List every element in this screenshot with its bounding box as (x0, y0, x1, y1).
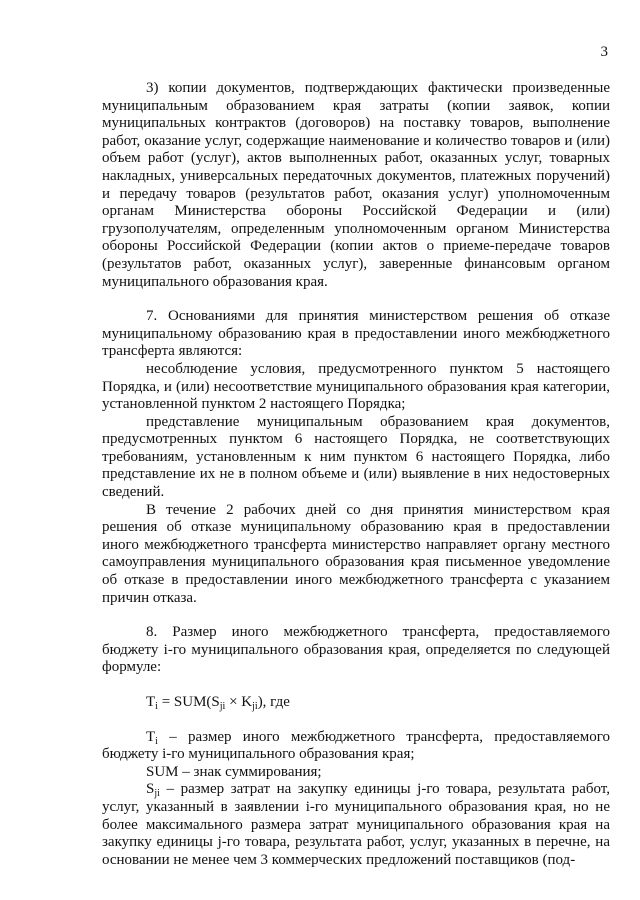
paragraph-item-3: 3) копии документов, подтверждающих фактически произведенные муниципальным образованием края затраты (копии заявок, копии муниципальных контрактов (договоров) на поставку товаров, выполнение работ, оказание услуг, содержащие наименование и количество товаров и (или) объем работ (услуг), актов выполненных работ, оказанных услуг, товарных накладных, универсальных передаточных документов, платежных поручений) и передачу товаров (результатов работ, оказания услуг) уполномоченным органам Министерства обороны Российской Федерации и (или) грузополучателям, определенным уполномоченным органом Министерства обороны Российской Федерации (копии актов о приеме-передаче товаров (результатов работ, оказанных услуг), заверенные финансовым органом муниципального образования края. (102, 80, 610, 290)
page-number: 3 (600, 44, 608, 60)
definition-sum: SUM – знак суммирования; (146, 763, 322, 780)
paragraph-reason-2: представление муниципальным образованием края документов, предусмотренных пунктом 6 настоящего Порядка, не соответствующих требованиям, установленным к ним пунктом 6 настоящего Порядка, либо представление их не в полном объеме и (или) выявление в них недостоверных сведений. (102, 413, 610, 501)
paragraph-notice-term: В течение 2 рабочих дней со дня принятия министерством края решения об отказе муниципальному образованию края в предоставлении иного межбюджетного трансферта министерство направляет органу местного самоуправления муниципального образования края письменное уведомление об отказе в предоставлении иного межбюджетного трансферта с указанием причин отказа. (102, 501, 610, 606)
formula: $T_i = SUM(S_{ji} \times K_{ji})$, где (146, 694, 290, 712)
definition-t: $T_i$ – размер иного межбюджетного трансферта, предоставляемого бюджету i-го муниципального образования края; (102, 728, 610, 763)
definition-s: $S_{ji}$ – размер затрат на закупку единицы j-го товара, результата работ, услуг, указанный в заявлении i-го муниципального образования края, но не более максимального размера затрат муниципального образования края на закупку единицы j-го товара, результата работ, услуг, указанных в перечне, на основании не менее чем 3 коммерческих предложений поставщиков (под- (102, 781, 610, 868)
document-body (102, 80, 610, 869)
paragraph-section-8: 8. Размер иного межбюджетного трансферта, предоставляемого бюджету i-го муниципального образования края, определяется по следующей формуле: (102, 624, 610, 676)
paragraph-reason-1: несоблюдение условия, предусмотренного пунктом 5 настоящего Порядка, и (или) несоответствие муниципального образования края категории, установленной пунктом 2 настоящего Порядка; (102, 360, 610, 413)
paragraph-section-7: 7. Основаниями для принятия министерством решения об отказе муниципальному образованию края в предоставлении иного межбюджетного трансферта являются: (102, 308, 610, 360)
